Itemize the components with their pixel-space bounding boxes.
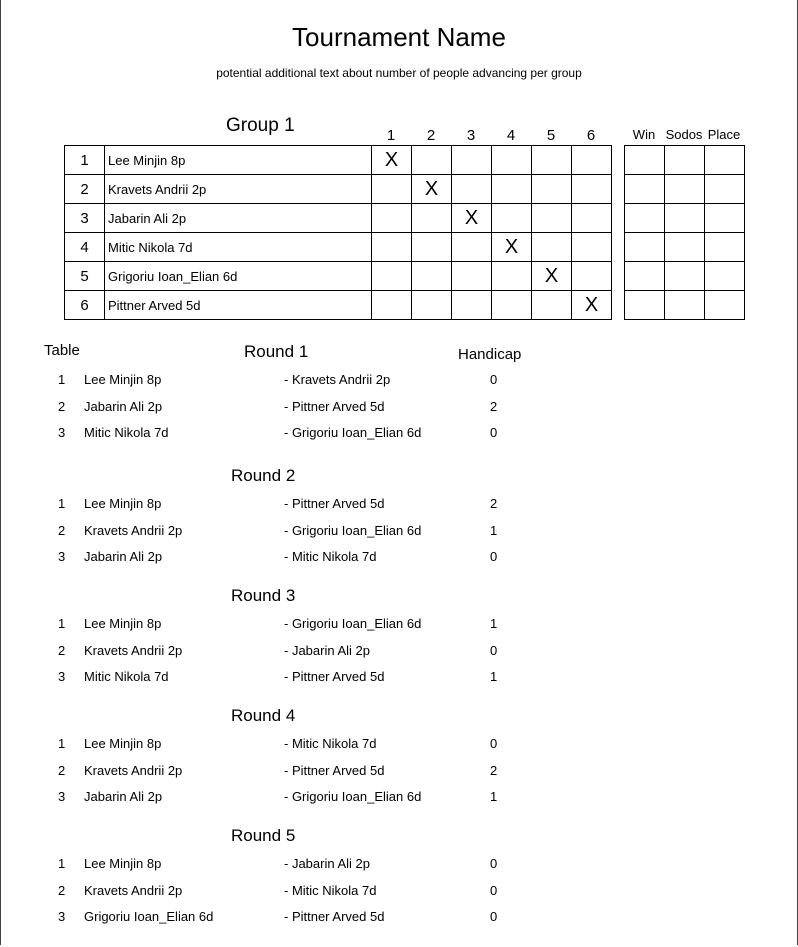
round-title: Round 1 <box>244 342 309 361</box>
win-cell <box>625 291 665 320</box>
group-stats-table <box>624 145 745 320</box>
result-cell <box>532 233 572 262</box>
handicap-value: 1 <box>490 669 498 684</box>
handicap-value: 0 <box>490 372 498 387</box>
column-header-5: 5 <box>546 127 556 144</box>
black-player: Lee Minjin 8p <box>84 736 162 751</box>
table-number: 2 <box>58 882 66 898</box>
table-number: 1 <box>58 856 66 871</box>
group-crosstable <box>64 145 612 320</box>
result-cell <box>572 262 612 291</box>
white-player: - Jabarin Ali 2p <box>284 856 370 871</box>
player-name: Mitic Nikola 7d <box>105 233 372 262</box>
result-cell <box>572 233 612 262</box>
white-player: - Pittner Arved 5d <box>284 496 385 511</box>
white-player: - Grigoriu Ioan_Elian 6d <box>284 522 422 538</box>
place-cell <box>705 291 745 320</box>
handicap-value: 0 <box>490 642 498 658</box>
result-cell <box>412 146 452 175</box>
sodos-cell <box>665 175 705 204</box>
sodos-cell <box>665 146 705 175</box>
result-cell <box>412 204 452 233</box>
result-cell <box>372 262 412 291</box>
sodos-cell <box>665 233 705 262</box>
white-player: - Grigoriu Ioan_Elian 6d <box>284 616 422 631</box>
black-player: Jabarin Ali 2p <box>84 789 163 804</box>
result-cell <box>492 291 532 320</box>
result-cell <box>572 175 612 204</box>
table-column-label: Table <box>44 342 80 359</box>
table-number: 2 <box>58 642 66 658</box>
sodos-cell <box>665 291 705 320</box>
result-cell <box>452 262 492 291</box>
handicap-value: 0 <box>490 736 498 751</box>
win-cell <box>625 262 665 291</box>
result-cell <box>532 146 572 175</box>
result-cell <box>372 233 412 262</box>
white-player: - Kravets Andrii 2p <box>284 372 391 387</box>
handicap-value: 2 <box>490 496 498 511</box>
result-cell <box>372 204 412 233</box>
result-cell <box>572 146 612 175</box>
sodos-cell <box>665 204 705 233</box>
player-row <box>65 262 612 291</box>
result-cell <box>532 175 572 204</box>
result-cell <box>412 233 452 262</box>
place-column-header: Place <box>707 127 741 142</box>
table-number: 1 <box>58 616 66 631</box>
black-player: Kravets Andrii 2p <box>84 882 183 898</box>
result-cell <box>452 146 492 175</box>
black-player: Lee Minjin 8p <box>84 856 162 871</box>
result-cell <box>452 291 492 320</box>
player-number: 1 <box>65 146 105 175</box>
player-row <box>65 233 612 262</box>
group-title: Group 1 <box>226 115 295 136</box>
player-row <box>65 291 612 320</box>
table-number: 2 <box>58 522 66 538</box>
stats-row <box>625 204 745 233</box>
black-player: Kravets Andrii 2p <box>84 522 183 538</box>
result-cell <box>492 146 532 175</box>
handicap-value: 1 <box>490 789 498 804</box>
column-header-3: 3 <box>466 127 476 144</box>
result-cell <box>372 291 412 320</box>
stats-row <box>625 291 745 320</box>
table-number: 2 <box>58 398 66 414</box>
result-cell <box>492 262 532 291</box>
black-player: Kravets Andrii 2p <box>84 762 183 778</box>
column-header-2: 2 <box>426 127 436 144</box>
column-header-1: 1 <box>386 127 396 144</box>
tournament-title: Tournament Name <box>292 22 506 52</box>
stats-row <box>625 262 745 291</box>
result-cell <box>532 204 572 233</box>
table-number: 2 <box>58 762 66 778</box>
place-cell <box>705 146 745 175</box>
player-name: Lee Minjin 8p <box>105 146 372 175</box>
round-title: Round 3 <box>231 586 296 605</box>
stats-row <box>625 146 745 175</box>
black-player: Kravets Andrii 2p <box>84 642 183 658</box>
win-cell <box>625 233 665 262</box>
column-header-6: 6 <box>586 127 596 144</box>
win-cell <box>625 146 665 175</box>
black-player: Mitic Nikola 7d <box>84 425 169 440</box>
round-title: Round 5 <box>231 826 296 845</box>
player-row <box>65 146 612 175</box>
black-player: Lee Minjin 8p <box>84 372 162 387</box>
result-cell <box>412 262 452 291</box>
white-player: - Pittner Arved 5d <box>284 398 385 414</box>
table-number: 3 <box>58 549 66 564</box>
place-cell <box>705 204 745 233</box>
table-number: 3 <box>58 425 66 440</box>
handicap-value: 0 <box>490 882 498 898</box>
player-name: Jabarin Ali 2p <box>105 204 372 233</box>
table-number: 3 <box>58 669 66 684</box>
black-player: Lee Minjin 8p <box>84 496 162 511</box>
player-number: 5 <box>65 262 105 291</box>
black-player: Jabarin Ali 2p <box>84 549 163 564</box>
player-row <box>65 204 612 233</box>
table-number: 3 <box>58 789 66 804</box>
player-name: Pittner Arved 5d <box>105 291 372 320</box>
tournament-subtitle: potential additional text about number of people advancing per group <box>216 66 582 80</box>
player-number: 6 <box>65 291 105 320</box>
round-title: Round 4 <box>231 706 296 725</box>
handicap-value: 0 <box>490 856 498 871</box>
place-cell <box>705 233 745 262</box>
result-cell <box>452 175 492 204</box>
place-cell <box>705 262 745 291</box>
player-name: Grigoriu Ioan_Elian 6d <box>105 262 372 291</box>
sodos-column-header: Sodos <box>665 127 703 142</box>
handicap-value: 0 <box>490 909 498 924</box>
white-player: - Mitic Nikola 7d <box>284 549 377 564</box>
black-player: Lee Minjin 8p <box>84 616 162 631</box>
table-number: 3 <box>58 909 66 924</box>
result-cell <box>452 233 492 262</box>
handicap-value: 2 <box>490 762 498 778</box>
table-number: 1 <box>58 372 66 387</box>
player-number: 2 <box>65 175 105 204</box>
player-number: 4 <box>65 233 105 262</box>
white-player: - Mitic Nikola 7d <box>284 882 377 898</box>
white-player: - Pittner Arved 5d <box>284 762 385 778</box>
self-cross-cell: X <box>492 233 532 262</box>
white-player: - Jabarin Ali 2p <box>284 642 370 658</box>
handicap-value: 1 <box>490 616 498 631</box>
black-player: Grigoriu Ioan_Elian 6d <box>84 909 214 924</box>
player-name: Kravets Andrii 2p <box>105 175 372 204</box>
result-cell <box>492 204 532 233</box>
white-player: - Grigoriu Ioan_Elian 6d <box>284 425 422 440</box>
player-number: 3 <box>65 204 105 233</box>
round-title: Round 2 <box>231 466 296 485</box>
stats-row <box>625 175 745 204</box>
win-cell <box>625 175 665 204</box>
player-row <box>65 175 612 204</box>
black-player: Mitic Nikola 7d <box>84 669 169 684</box>
place-cell <box>705 175 745 204</box>
table-number: 1 <box>58 736 66 751</box>
result-cell <box>532 291 572 320</box>
white-player: - Pittner Arved 5d <box>284 669 385 684</box>
self-cross-cell: X <box>412 175 452 204</box>
white-player: - Mitic Nikola 7d <box>284 736 377 751</box>
white-player: - Pittner Arved 5d <box>284 909 385 924</box>
self-cross-cell: X <box>532 262 572 291</box>
handicap-value: 0 <box>490 425 498 440</box>
column-header-4: 4 <box>506 127 516 144</box>
black-player: Jabarin Ali 2p <box>84 398 163 414</box>
result-cell <box>492 175 532 204</box>
sodos-cell <box>665 262 705 291</box>
result-cell <box>572 204 612 233</box>
handicap-value: 1 <box>490 522 498 538</box>
result-cell <box>412 291 452 320</box>
handicap-column-label: Handicap <box>458 346 522 363</box>
table-number: 1 <box>58 496 66 511</box>
white-player: - Grigoriu Ioan_Elian 6d <box>284 789 422 804</box>
win-cell <box>625 204 665 233</box>
handicap-value: 2 <box>490 398 498 414</box>
handicap-value: 0 <box>490 549 498 564</box>
stats-row <box>625 233 745 262</box>
win-column-header: Win <box>632 127 656 142</box>
self-cross-cell: X <box>372 146 412 175</box>
self-cross-cell: X <box>452 204 492 233</box>
self-cross-cell: X <box>572 291 612 320</box>
result-cell <box>372 175 412 204</box>
